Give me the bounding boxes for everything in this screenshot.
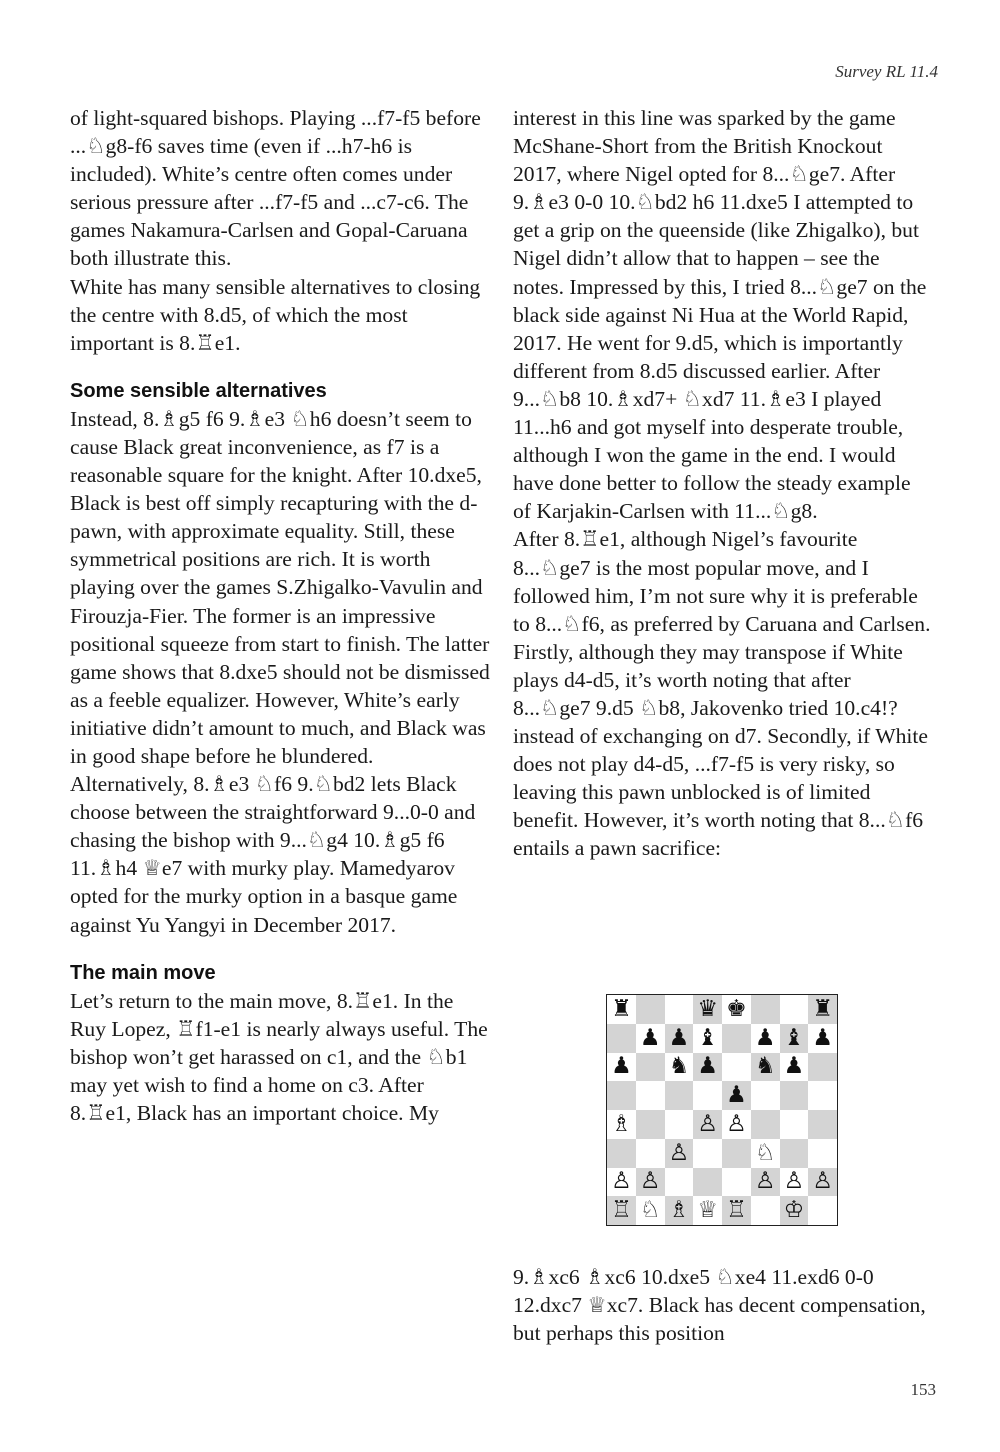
paragraph: Alternatively, 8.♗e3 ♘f6 9.♘bd2 lets Black choose between the straightforward 9...0-0 and chasing the bishop with 9...♘g4 10.♗g5 f6 11.♗h4 ♕e7 with murky play. Mamedyarov opted for the murky option in a basque game against Yu Yangyi in December 2017. [70,772,476,937]
chess-piece-square: ♖ [722,1196,751,1225]
board-square [780,995,809,1024]
chess-piece-square: ♜ [607,995,636,1024]
chess-piece-square: ♗ [665,1196,694,1225]
section-heading: The main move [70,961,216,984]
chess-piece-square: ♞ [665,1053,694,1082]
chess-piece-square: ♟ [607,1053,636,1082]
board-square [780,1081,809,1110]
board-square [722,1139,751,1168]
running-header: Survey RL 11.4 [835,62,938,81]
paragraph: interest in this line was sparked by the game McShane-Short from the British Knockout 2017, where Nigel opted for 8...♘ge7. After 9.♗e3 0-0 10.♘bd2 h6 11.dxe5 I attempted to get a grip on the queenside (like Zhigalko), but Nigel didn’t allow that to happen – see the notes. Impressed by this, I tried 8...♘ge7 on the black side against Ni Hua at the World Rapid, 2017. He went for 9.d5, which is importantly different from 8.d5 discussed earlier. After 9...♘b8 10.♗xd7+ ♘xd7 11.♗e3 I played 11...h6 and got myself into desperate trouble, although I won the game in the end. I would have done better to follow the steady example of Karjakin-Carlsen with 11...♘g8. [513,106,927,524]
chess-diagram [606,994,838,1226]
chess-piece-square: ♟ [808,1024,837,1053]
board-square [636,1053,665,1082]
right-column [513,104,933,863]
chess-piece-square: ♙ [665,1139,694,1168]
board-square [751,995,780,1024]
board-square [808,1110,837,1139]
chess-piece-square: ♟ [636,1024,665,1053]
left-column [70,104,490,1127]
chess-piece-square: ♝ [693,1024,722,1053]
board-square [722,1024,751,1053]
chess-piece-square: ♜ [808,995,837,1024]
board-square [636,1081,665,1110]
paragraph: Let’s return to the main move, 8.♖e1. In the Ruy Lopez, ♖f1-e1 is nearly always useful. The bishop won’t get harassed on c1, and the ♘b1 may yet wish to find a home on c3. After 8.♖e1, Black has an important choice. My [70,988,488,1125]
chess-piece-square: ♙ [751,1168,780,1197]
board-square [808,1196,837,1225]
chess-piece-square: ♗ [607,1110,636,1139]
chess-piece-square: ♘ [751,1139,780,1168]
board-square [665,1168,694,1197]
board-square [665,1110,694,1139]
board-square [607,1024,636,1053]
chess-piece-square: ♙ [780,1168,809,1197]
chess-piece-square: ♟ [665,1024,694,1053]
board-square [808,1139,837,1168]
paragraph: 9.♗xc6 ♗xc6 10.dxe5 ♘xe4 11.exd6 0-0 12.dxc7 ♕xc7. Black has decent compensation, but perhaps this position [513,1265,926,1346]
board-square [665,995,694,1024]
chess-piece-square: ♙ [693,1110,722,1139]
board-square [636,1110,665,1139]
chess-piece-square: ♚ [722,995,751,1024]
paragraph: After 8.♖e1, although Nigel’s favourite 8...♘ge7 is the most popular move, and I followed him, I’m not sure why it is preferable to 8...♘f6, as preferred by Caruana and Carlsen. Firstly, although they may transpose if White plays d4-d5, it’s worth noting that after 8...♘ge7 9.d5 ♘b8, Jakovenko tried 10.c4!? instead of exchanging on d7. Secondly, if White does not play d4-d5, ...f7-f5 is very risky, so leaving this pawn unblocked is of limited benefit. However, it’s worth noting that 8...♘f6 entails a pawn sacrifice: [513,527,931,861]
chess-piece-square: ♝ [780,1024,809,1053]
board-square [751,1110,780,1139]
paragraph: Instead, 8.♗g5 f6 9.♗e3 ♘h6 doesn’t seem to cause Black great inconvenience, as f7 is a reasonable square for the knight. After 10.dxe5, Black is best off simply recapturing with the d-pawn, with approximate equality. Still, these symmetrical positions are rich. It is worth playing over the games S.Zhigalko-Vavulin and Firouzja-Fier. The former is an impressive positional squeeze from start to finish. The latter game shows that 8.dxe5 should not be dismissed as a feeble equalizer. However, White’s early initiative didn’t amount to much, and Black was in good shape before he blundered. [70,406,490,768]
board-square [780,1110,809,1139]
board-square [607,1081,636,1110]
chess-piece-square: ♘ [636,1196,665,1225]
chess-piece-square: ♙ [722,1110,751,1139]
paragraph: White has many sensible alternatives to closing the centre with 8.d5, of which the most important is 8.♖e1. [70,274,481,355]
section-heading: Some sensible alternatives [70,379,327,402]
board-square [693,1081,722,1110]
chess-piece-square: ♟ [722,1081,751,1110]
chess-piece-square: ♛ [693,995,722,1024]
board-square [693,1168,722,1197]
page-number: 153 [910,1380,936,1399]
board-square [636,1139,665,1168]
chess-piece-square: ♕ [693,1196,722,1225]
board-square [693,1139,722,1168]
board-square [808,1053,837,1082]
chess-piece-square: ♞ [751,1053,780,1082]
right-column-continuation [513,1263,933,1347]
chess-piece-square: ♟ [693,1053,722,1082]
chess-piece-square: ♙ [808,1168,837,1197]
chess-piece-square: ♔ [780,1196,809,1225]
board-square [607,1139,636,1168]
chess-board [606,994,838,1226]
chess-piece-square: ♟ [780,1053,809,1082]
board-square [722,1053,751,1082]
board-square [722,1168,751,1197]
chess-piece-square: ♙ [607,1168,636,1197]
board-square [808,1081,837,1110]
chess-piece-square: ♙ [636,1168,665,1197]
board-square [751,1081,780,1110]
chess-piece-square: ♟ [751,1024,780,1053]
board-square [780,1139,809,1168]
board-square [636,995,665,1024]
board-square [751,1196,780,1225]
board-square [665,1081,694,1110]
paragraph: of light-squared bishops. Playing ...f7-f5 before ...♘g8-f6 saves time (even if ...h7-h6 is included). White’s centre often comes under serious pressure after ...f7-f5 and ...c7-c6. The games Nakamura-Carlsen and Gopal-Caruana both illustrate this. [70,106,481,271]
chess-piece-square: ♖ [607,1196,636,1225]
